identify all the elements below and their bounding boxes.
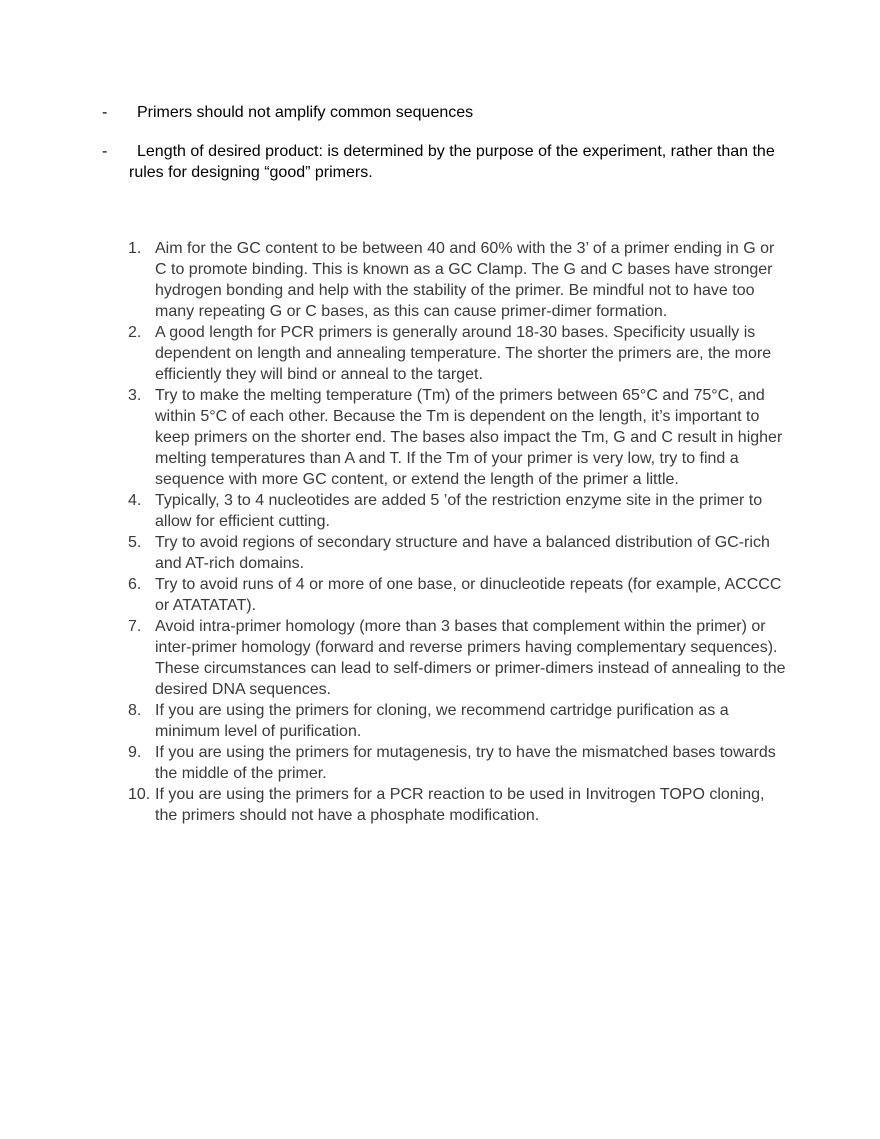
list-item <box>128 322 788 385</box>
list-item-text: Avoid intra-primer homology (more than 3 bases that complement within the primer) or inter-primer homology (forward and reverse primers having complementary sequences). These circumstances can lead to self-dimers or primer-dimers instead of annealing to the desired DNA sequences. <box>155 618 786 698</box>
list-number: 6. <box>128 576 142 593</box>
list-item-text: If you are using the primers for mutagenesis, try to have the mismatched bases towards the middle of the primer. <box>155 744 776 782</box>
list-item-text: Try to avoid regions of secondary structure and have a balanced distribution of GC-rich and AT-rich domains. <box>155 534 770 572</box>
list-item <box>128 532 788 574</box>
dash-list-item <box>102 102 782 123</box>
list-number: 5. <box>128 534 142 551</box>
primer-guidelines-list <box>128 238 788 826</box>
dash-marker: - <box>102 143 108 160</box>
list-number: 2. <box>128 324 142 341</box>
list-item <box>128 742 788 784</box>
list-number: 3. <box>128 387 142 404</box>
list-item <box>128 700 788 742</box>
list-item-text: A good length for PCR primers is generally around 18-30 bases. Specificity usually is dependent on length and annealing temperature. The shorter the primers are, the more efficiently they will bind or anneal to the target. <box>155 324 772 383</box>
list-number: 7. <box>128 618 142 635</box>
list-item-text: Aim for the GC content to be between 40 and 60% with the 3’ of a primer ending in G or C to promote binding. This is known as a GC Clamp. The G and C bases have stronger hydrogen bonding and help with the stability of the primer. Be mindful not to have too many repeating G or C bases, as this can cause primer-dimer formation. <box>155 240 775 320</box>
list-item-text: If you are using the primers for a PCR reaction to be used in Invitrogen TOPO cloning, the primers should not have a phosphate modification. <box>155 786 765 824</box>
list-item <box>128 784 788 826</box>
list-item <box>128 238 788 322</box>
dash-marker: - <box>102 104 108 121</box>
list-item <box>128 616 788 700</box>
list-number: 8. <box>128 702 142 719</box>
list-item-text: Try to avoid runs of 4 or more of one base, or dinucleotide repeats (for example, ACCCC or ATATATAT). <box>155 576 782 614</box>
dash-item-text: Length of desired product: is determined by the purpose of the experiment, rather than the rules for designing “good” primers. <box>129 143 775 181</box>
list-item-text: If you are using the primers for cloning, we recommend cartridge purification as a minimum level of purification. <box>155 702 729 740</box>
list-item <box>128 574 788 616</box>
list-number: 9. <box>128 744 142 761</box>
dash-list-item <box>102 141 782 183</box>
list-number: 10. <box>128 786 151 803</box>
list-number: 1. <box>128 240 142 257</box>
list-number: 4. <box>128 492 142 509</box>
list-item <box>128 385 788 490</box>
list-item <box>128 490 788 532</box>
list-item-text: Try to make the melting temperature (Tm) of the primers between 65°C and 75°C, and within 5°C of each other. Because the Tm is dependent on the length, it’s important to keep primers on the shorter end. The bases also impact the Tm, G and C result in higher melting temperatures than A and T. If the Tm of your primer is very low, try to find a sequence with more GC content, or extend the length of the primer a little. <box>155 387 783 488</box>
dash-item-text: Primers should not amplify common sequences <box>137 104 474 121</box>
list-item-text: Typically, 3 to 4 nucleotides are added 5 ’of the restriction enzyme site in the primer to allow for efficient cutting. <box>155 492 763 530</box>
